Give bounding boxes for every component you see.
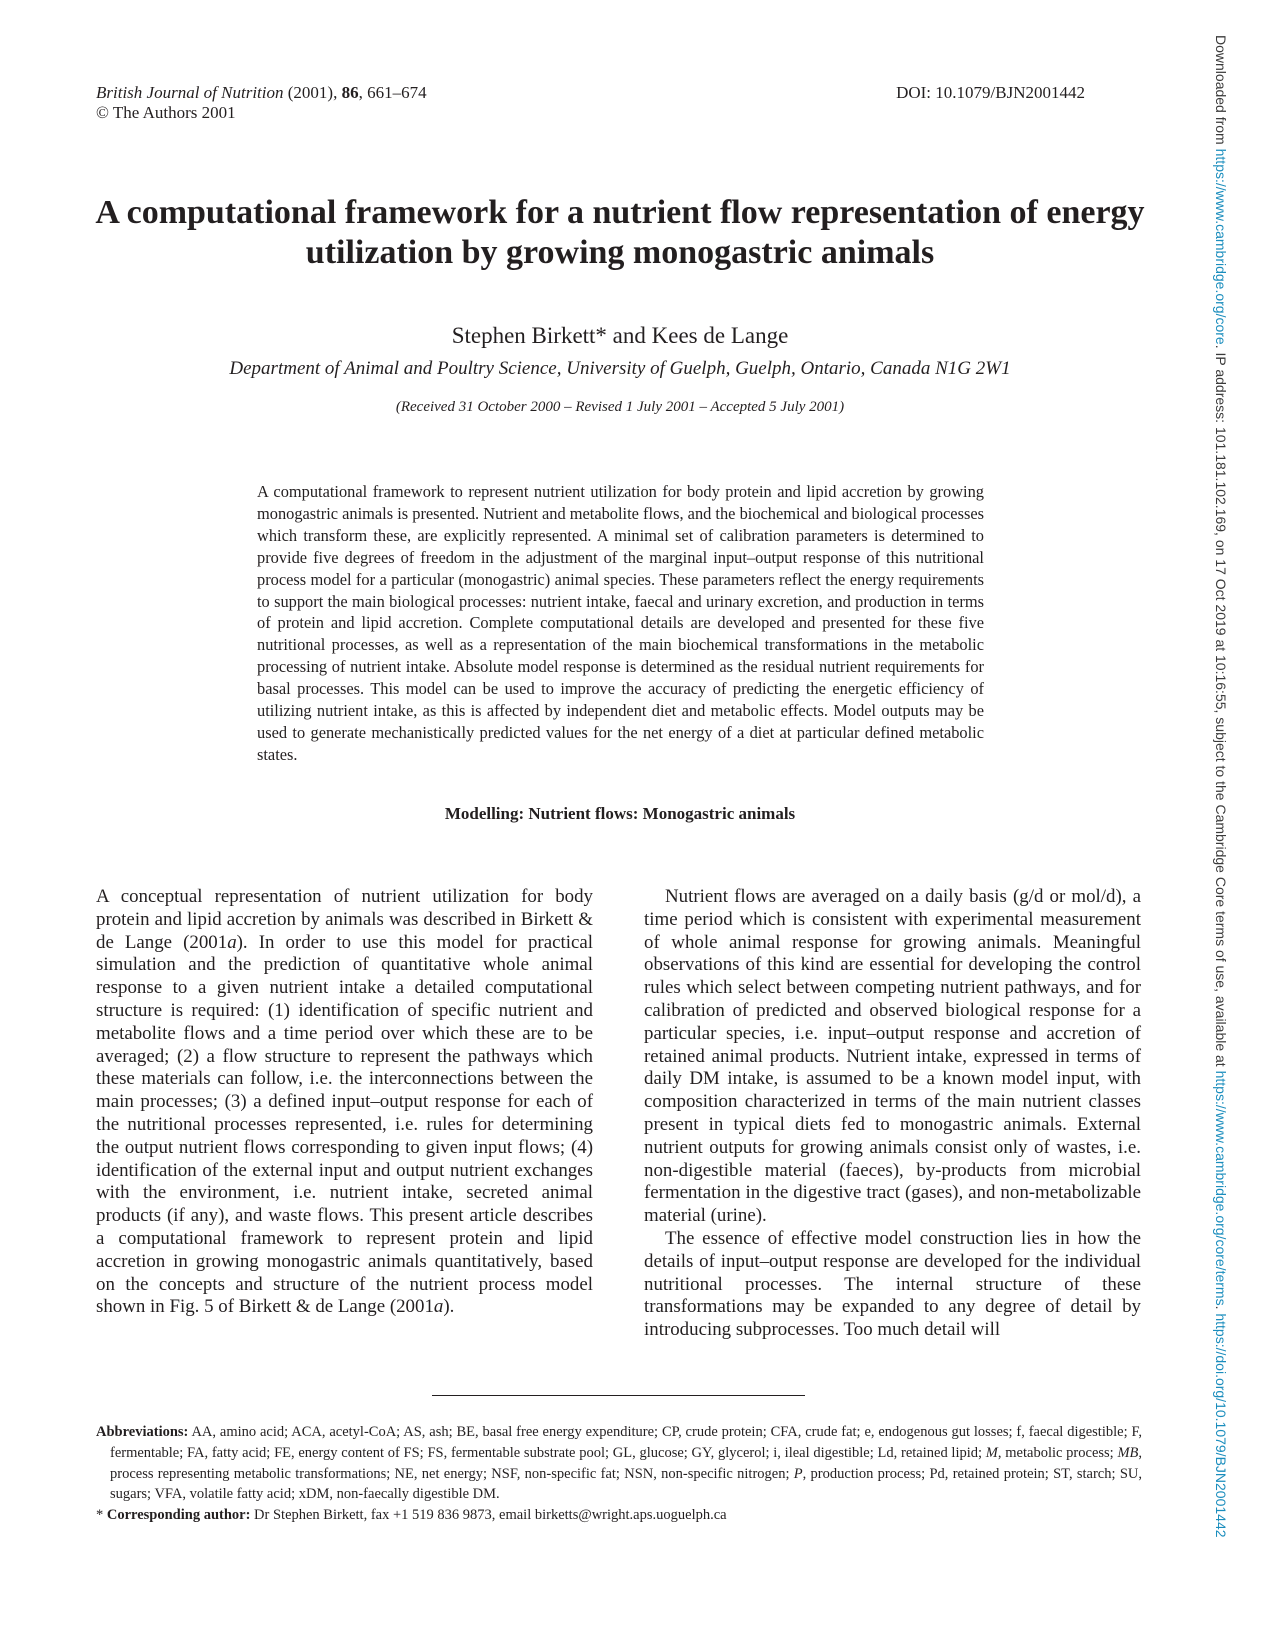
- sidebar-text: Downloaded from: [1213, 35, 1229, 149]
- journal-citation: [96, 83, 427, 123]
- footnote-divider: [432, 1395, 805, 1396]
- footnote-text: AA, amino acid; ACA, acetyl-CoA; AS, ash; BE, basal free energy expenditure; CP, crude protein; CFA, crude fat; e, endogenous gut losses; f, faecal digestible; F, fermentable; FA, fatty acid; FE, energy content of FS; FS, fermentable substrate pool; GL, glucose; GY, glycerol; i, ileal digestible; Ld, retained lipid;: [110, 1424, 1142, 1461]
- body-paragraph: The essence of effective model construction lies in how the details of input–output response are developed for the individual nutritional processes. The internal structure of these transformations may be expanded to any degree of detail by introducing subprocesses. Too much detail will: [644, 1227, 1141, 1341]
- abbreviations-footnote: [96, 1422, 1142, 1505]
- journal-pages: , 661–674: [358, 83, 427, 102]
- footnote-text: Dr Stephen Birkett, fax +1 519 836 9873, email birketts@wright.aps.uoguelph.ca: [250, 1507, 727, 1524]
- footnote-marker: *: [96, 1507, 107, 1524]
- footnote-text: , process representing metabolic transformations; NE, net energy; NSF, non-specific fat; NSN, non-specific nitrogen;: [110, 1444, 1143, 1482]
- abstract: A computational framework to represent nutrient utilization for body protein and lipid accretion by growing monogastric animals is presented. Nutrient and metabolite flows, and the biochemical and biological processes which transform these, are explicitly represented. A minimal set of calibration parameters is determined to provide five degrees of freedom in the adjustment of the marginal input–output response of this nutritional process model for a particular (monogastric) animal species. These parameters reflect the energy requirements to support the main biological processes: nutrient intake, faecal and urinary excretion, and production in terms of protein and lipid accretion. Complete computational details are developed and presented for these five nutritional processes, as well as a representation of the main biochemical transformations in the metabolic processing of nutrient intake. Absolute model response is determined as the residual nutrient requirements for basal processes. This model can be used to improve the accuracy of predicting the energetic efficiency of utilizing nutrient intake, as this is affected by independent diet and metabolic effects. Model outputs may be used to generate mechanistically predicted values for the net energy of a diet at particular defined metabolic states.: [257, 482, 984, 764]
- keywords: Modelling: Nutrient flows: Monogastric animals: [444, 804, 796, 823]
- journal-year: (2001),: [287, 83, 338, 102]
- terms-link[interactable]: https://www.cambridge.org/core/terms: [1213, 1070, 1229, 1306]
- affiliation: Department of Animal and Poultry Science, University of Guelph, Guelph, Ontario, Canada N1G 2W1: [229, 358, 1011, 379]
- journal-volume: 86: [341, 83, 359, 102]
- footnote-symbol: P: [793, 1465, 803, 1482]
- doi-link[interactable]: https://doi.org/10.1079/BJN2001442: [1213, 1313, 1229, 1538]
- footnote-symbol: MB: [1117, 1444, 1139, 1461]
- body-text: A conceptual representation of nutrient utilization for body protein and lipid accretion by animals was described in Birkett & de Lange (2001: [96, 886, 593, 953]
- body-paragraph: [96, 886, 593, 1319]
- body-text: ).: [443, 1296, 455, 1318]
- footnote-symbol: M: [985, 1444, 998, 1461]
- abbreviations-label: Abbreviations:: [96, 1424, 189, 1440]
- title-line-1: A computational framework for a nutrient flow representation of energy: [95, 194, 1145, 231]
- citation-suffix: a: [433, 1296, 444, 1318]
- doi: DOI: 10.1079/BJN2001442: [896, 83, 1085, 102]
- body-column-left: [96, 886, 593, 1319]
- body-column-right: [644, 886, 1141, 1342]
- sidebar-text: .: [1213, 1305, 1229, 1314]
- cambridge-core-link[interactable]: https://www.cambridge.org/core: [1213, 148, 1229, 345]
- page-title: [60, 193, 1180, 273]
- authors: Stephen Birkett* and Kees de Lange: [451, 323, 789, 348]
- footnote-text: , metabolic process;: [997, 1444, 1118, 1461]
- journal-name: British Journal of Nutrition: [96, 83, 284, 102]
- received-dates: (Received 31 October 2000 – Revised 1 July 2001 – Accepted 5 July 2001): [395, 399, 845, 415]
- citation-suffix: a: [227, 931, 237, 953]
- title-line-2: utilization by growing monogastric animals: [305, 234, 935, 271]
- corresponding-author-label: Corresponding author:: [106, 1507, 251, 1524]
- footnote-text: , production process; Pd, retained protein; ST, starch; SU, sugars; VFA, volatile fatty acid; xDM, non-faecally digestible DM.: [110, 1465, 1142, 1503]
- body-paragraph: Nutrient flows are averaged on a daily basis (g/d or mol/d), a time period which is consistent with experimental measurement of whole animal response for growing animals. Meaningful observations of this kind are essential for developing the control rules which select between competing nutrient pathways, and for calibration of predicted and observed biological response for a particular species, i.e. input–output response and accretion of retained animal products. Nutrient intake, expressed in terms of daily DM intake, is assumed to be a known model input, with composition characterized in terms of the main nutrient classes present in typical diets fed to monogastric animals. External nutrient outputs for growing animals consist only of wastes, i.e. non-digestible material (faeces), by-products from microbial fermentation in the digestive tract (gases), and non-metabolizable material (urine).: [644, 886, 1141, 1227]
- sidebar-text: . IP address: 101.181.102.169, on 17 Oct 2019 at 10:16:55, subject to the Cambridge Core terms of use, available at: [1213, 344, 1229, 1071]
- footnotes: [96, 1422, 1142, 1526]
- body-text: ). In order to use this model for practical simulation and the prediction of quantitative whole animal response to a given nutrient intake a detailed computational structure is required: (1) identification of specific nutrient and metabolite flows and a time period over which these are to be averaged; (2) a flow structure to represent the pathways which these materials can follow, i.e. the interconnections between the main processes; (3) a defined input–output response for each of the nutritional processes represented, i.e. rules for determining the output nutrient flows corresponding to given input flows; (4) identification of the external input and output nutrient exchanges with the environment, i.e. nutrient intake, secreted animal products (if any), and waste flows. This present article describes a computational framework to represent protein and lipid accretion in growing monogastric animals quantitatively, based on the concepts and structure of the nutrient process model shown in Fig. 5 of Birkett & de Lange (2001: [96, 931, 593, 1318]
- download-notice-sidebar: [1212, 35, 1230, 1538]
- corresponding-author-footnote: [96, 1505, 1142, 1526]
- copyright: © The Authors 2001: [96, 103, 236, 122]
